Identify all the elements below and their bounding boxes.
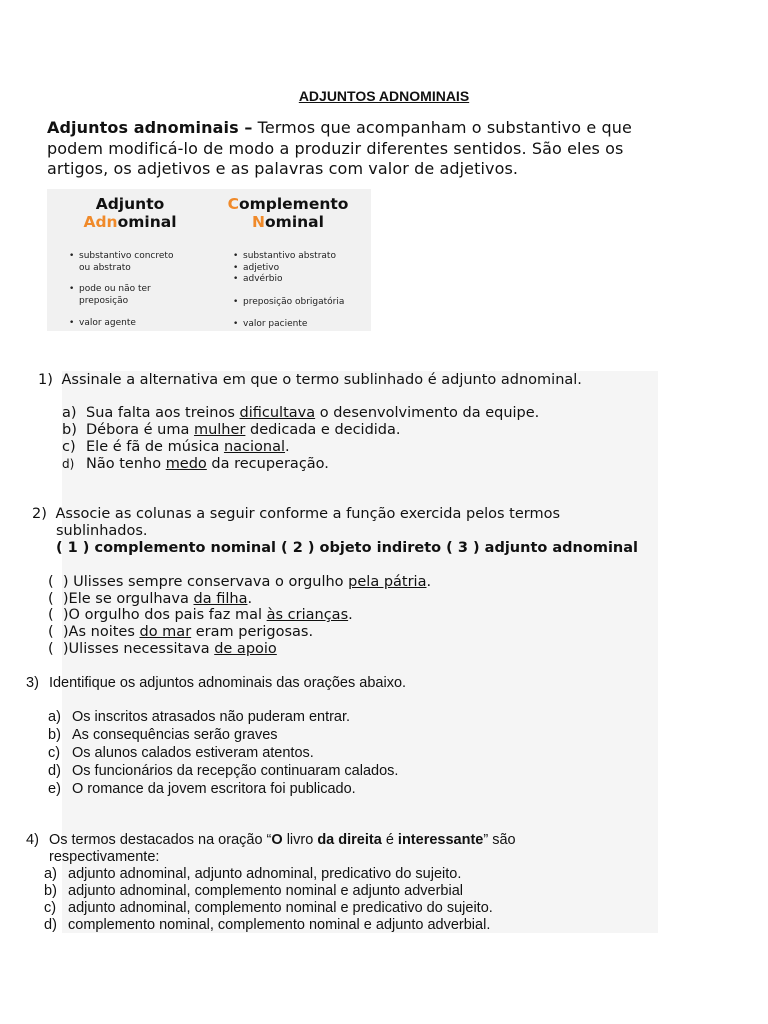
q2-item: ( )Ulisses necessitava de apoio bbox=[48, 641, 277, 657]
list-item: • valor agente bbox=[69, 318, 199, 330]
question-4: 4) Os termos destacados na oração “O livro da direita é interessante” são bbox=[26, 832, 516, 848]
q1-option-a: a) Sua falta aos treinos dificultava o desenvolvimento da equipe. bbox=[62, 405, 540, 421]
question-3 bbox=[26, 675, 406, 692]
complemento-nominal-heading: Complemento Nominal bbox=[227, 195, 349, 231]
q4-option-c: c) adjunto adnominal, complemento nominal e predicativo do sujeito. bbox=[44, 900, 493, 916]
question-number: 4) bbox=[26, 832, 39, 848]
list-item: • adjetivo bbox=[233, 263, 368, 275]
list-item: • substantivo abstrato bbox=[233, 251, 368, 263]
question-2-legend: ( 1 ) complemento nominal ( 2 ) objeto indireto ( 3 ) adjunto adnominal bbox=[56, 540, 638, 556]
list-item: • substantivo concreto ou abstrato bbox=[69, 251, 184, 274]
q1-option-b: b) Débora é uma mulher dedicada e decidida. bbox=[62, 422, 401, 438]
q3-option-a: a) Os inscritos atrasados não puderam entrar. bbox=[48, 709, 351, 725]
adjunto-list bbox=[69, 251, 199, 330]
q3-option-b: b) As consequências serão graves bbox=[48, 727, 278, 743]
comparison-image bbox=[47, 189, 371, 331]
intro-lead: Adjuntos adnominais – bbox=[47, 118, 253, 137]
page-title: ADJUNTOS ADNOMINAIS bbox=[298, 88, 470, 104]
q3-option-c: c) Os alunos calados estiveram atentos. bbox=[48, 745, 314, 761]
question-number: 2) bbox=[32, 506, 47, 522]
list-item: • advérbio bbox=[233, 274, 368, 286]
question-2-cont: sublinhados. bbox=[56, 523, 148, 539]
question-1 bbox=[38, 372, 582, 389]
list-item: • valor paciente bbox=[233, 319, 368, 331]
question-number: 1) bbox=[38, 372, 53, 388]
question-text: Associe as colunas a seguir conforme a função exercida pelos termos bbox=[55, 506, 561, 522]
question-number: 3) bbox=[26, 675, 39, 691]
q4-option-d: d) complemento nominal, complemento nominal e adjunto adverbial. bbox=[44, 917, 491, 933]
list-item: • pode ou não ter preposição bbox=[69, 284, 169, 307]
q1-option-d: d) Não tenho medo da recuperação. bbox=[62, 456, 329, 472]
q4-option-a: a) adjunto adnominal, adjunto adnominal, predicativo do sujeito. bbox=[44, 866, 462, 882]
q2-item: ( ) Ulisses sempre conservava o orgulho pela pátria. bbox=[48, 574, 432, 590]
question-text: Assinale a alternativa em que o termo sublinhado é adjunto adnominal. bbox=[61, 372, 582, 388]
q4-option-b: b) adjunto adnominal, complemento nominal e adjunto adverbial bbox=[44, 883, 463, 899]
complemento-list bbox=[233, 251, 368, 331]
q2-item: ( )Ele se orgulhava da filha. bbox=[48, 591, 253, 607]
q3-option-e: e) O romance da jovem escritora foi publicado. bbox=[48, 781, 356, 797]
q3-option-d: d) Os funcionários da recepção continuaram calados. bbox=[48, 763, 399, 779]
question-text: Identifique os adjuntos adnominais das orações abaixo. bbox=[48, 675, 407, 691]
question-2 bbox=[32, 506, 560, 523]
q2-item: ( )As noites do mar eram perigosas. bbox=[48, 624, 314, 640]
question-4-cont: respectivamente: bbox=[49, 849, 160, 865]
adjunto-adnominal-heading: Adjunto Adnominal bbox=[83, 195, 177, 231]
q2-item: ( )O orgulho dos pais faz mal às crianças. bbox=[48, 607, 353, 623]
q1-option-c: c) Ele é fã de música nacional. bbox=[62, 439, 290, 455]
list-item: • preposição obrigatória bbox=[233, 297, 368, 309]
intro-text: Termos que acompanham o substantivo e que podem modificá-lo de modo a produzir diferentes sentidos. São eles os artigos, os adjetivos e as palavras com valor de adjetivos. bbox=[47, 118, 632, 178]
intro-paragraph bbox=[47, 118, 647, 180]
